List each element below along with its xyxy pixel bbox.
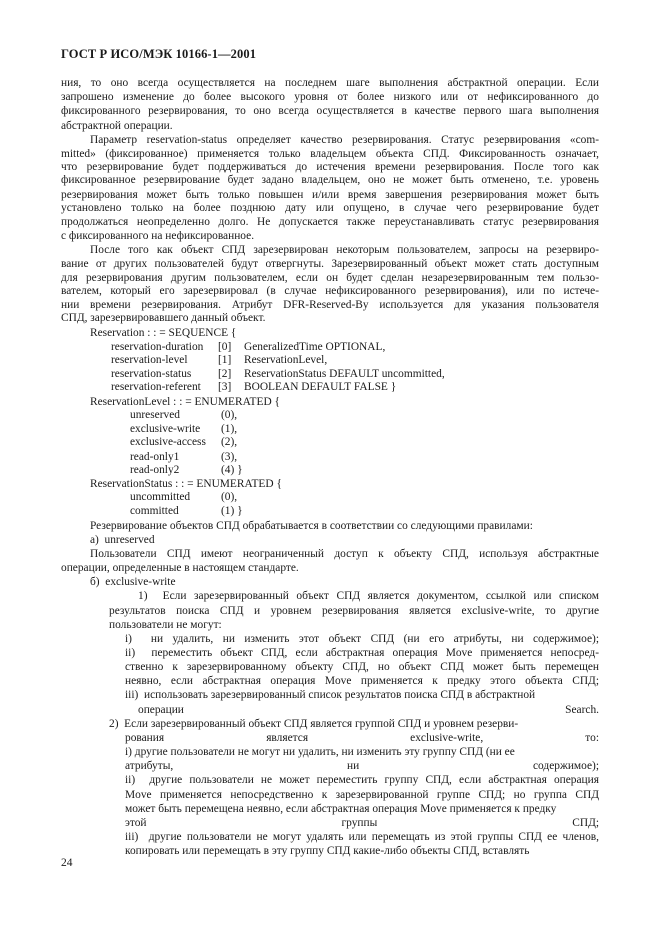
text-line: reservation-level	[111, 354, 188, 366]
text-line: uncommitted	[130, 491, 191, 504]
text-line: read-only1	[130, 450, 180, 463]
text-line: копировать или перемещать в эту группу СПД какие-либо объекты СПД, вставлять	[125, 845, 530, 858]
text-line: фиксированного резервирования, то оно всегда осуществляется в качестве первого шага выполнения	[61, 105, 599, 118]
text-line: [3]	[218, 381, 232, 394]
text-line: неявно, если абстрактная операция Move применяется к предку этого объекта СПД;	[125, 675, 599, 688]
text-line: 2) Если зарезервированный объект СПД является группой СПД и уровнем резерви-	[109, 717, 519, 730]
text-line: этой группы СПД;	[125, 816, 599, 829]
text-line: (0),	[221, 408, 238, 421]
text-line: для резервирования другим пользователем, если он будет сделан незарезервированным тем пользо-	[61, 271, 599, 284]
text-line: резервирования может быть только повышен и/или время завершения резервирования может быть	[61, 188, 599, 201]
text-line: mitted» (фиксированное) применяется только владельцем объекта СПД. Фиксированность означает,	[61, 147, 599, 160]
text-line: GeneralizedTime OPTIONAL,	[244, 340, 386, 353]
text-line: (0),	[221, 491, 238, 504]
text-line: ственно к зарезервированному объекту СПД, но объект СПД может быть перемещен	[125, 661, 599, 674]
text-line: (3),	[221, 450, 238, 463]
text-line: reservation-status	[111, 368, 192, 381]
text-line: i) ни удалить, ни изменить этот объект СПД (ни его атрибуты, ни содержимое);	[125, 632, 599, 645]
text-line: операции Search.	[138, 703, 599, 716]
text-line: ния, то оно всегда осуществляется на последнем шаге выполнения абстрактной операции. Если	[61, 77, 599, 89]
text-line: атрибуты, ни содержимое);	[125, 760, 599, 773]
text-line: unreserved	[130, 408, 180, 421]
text-line: ReservationStatus DEFAULT uncommitted,	[244, 368, 445, 381]
text-line: exclusive-write	[130, 423, 201, 435]
text-line: committed	[130, 505, 179, 518]
text-line: вателем, который его зарезервировал (в случае нефиксированного резервирования), или по истече-	[61, 285, 599, 297]
text-line: Reservation : : = SEQUENCE {	[90, 326, 237, 339]
text-line: 1) Если зарезервированный объект СПД является документом, ссылкой или списком	[138, 590, 599, 603]
text-line: Move применяется непосредственно к зарезервированной группе СПД; но группа СПД	[125, 788, 599, 801]
text-line: [0]	[218, 340, 232, 353]
text-line: reservation-referent	[111, 381, 201, 394]
text-line: фиксированное резервирование будет задано владельцем, оно не может быть отменено, т.е. уровень	[61, 174, 599, 187]
text-line: а) unreserved	[90, 533, 155, 546]
text-line: iii) использовать зарезервированный список результатов поиска СПД в абстрактной	[125, 689, 536, 702]
text-line: пользователи не могут:	[109, 618, 222, 631]
text-line: ii) другие пользователи не может переместить группу СПД, если абстрактная операция	[125, 774, 599, 787]
text-line: read-only2	[130, 463, 180, 476]
text-line: продолжаться неопределенно долго. Не допускается также переустанавливать статус резервирования	[61, 215, 599, 228]
text-line: ReservationLevel,	[244, 354, 328, 366]
document-header: ГОСТ Р ИСО/МЭК 10166-1—2001	[61, 47, 257, 61]
text-line: iii) другие пользователи не могут удалять или перемещать из этой группы СПД ее членов,	[125, 831, 599, 843]
page-number: 24	[61, 857, 73, 869]
text-line: нии времени резервирования. Атрибут DFR-Reserved-By используется для указания пользователя	[61, 299, 599, 312]
text-line: установлено только на более позднюю дату или опущено, в случае чего резервирование будет	[61, 201, 599, 214]
text-line: [2]	[218, 368, 232, 381]
text-line: может быть перемещена неявно, если абстрактная операция Move применяется к предку	[125, 802, 557, 815]
text-line: СПД, зарезервировавшего данный объект.	[61, 312, 266, 325]
text-line: ReservationLevel : : = ENUMERATED {	[90, 395, 280, 408]
text-line: ReservationStatus : : = ENUMERATED {	[90, 477, 282, 490]
text-line: i) другие пользователи не могут ни удалить, ни изменить эту группу СПД (ни ее	[125, 746, 515, 759]
text-line: абстрактной операции.	[61, 119, 173, 132]
text-line: exclusive-access	[130, 436, 206, 449]
text-line: BOOLEAN DEFAULT FALSE }	[244, 381, 397, 394]
text-line: После того как объект СПД зарезервирован некоторым пользователем, запросы на резервиро-	[90, 244, 599, 257]
text-line: [1]	[218, 354, 232, 366]
text-line: (1),	[221, 423, 238, 435]
text-line: вание от других пользователей будут отвергнуты. Зарезервированный объект может стать доступным	[61, 257, 599, 270]
text-line: (1) }	[221, 505, 243, 518]
text-line: reservation-duration	[111, 340, 204, 353]
text-line: Пользователи СПД имеют неограниченный доступ к объекту СПД, используя абстрактные	[90, 547, 599, 560]
text-line: б) exclusive-write	[90, 576, 176, 589]
text-line: Параметр reservation-status определяет качество резервирования. Статус резервирования «com-	[90, 133, 599, 146]
text-line: рования является exclusive-write, то:	[125, 731, 599, 744]
text-line: что резервирование будет поддерживаться до истечения времени резервирования. После того как	[61, 161, 599, 174]
text-line: (4) }	[221, 463, 243, 476]
text-line: Резервирование объектов СПД обрабатывается в соответствии со следующими правилами:	[90, 519, 533, 532]
text-line: результатов поиска СПД и уровнем резервирования является exclusive-write, то другие	[109, 604, 599, 617]
text-line: с фиксированного на нефиксированное.	[61, 230, 255, 243]
text-line: (2),	[221, 436, 238, 449]
text-line: операции, определенные в настоящем стандарте.	[61, 562, 299, 574]
text-line: запрошено изменение до более высокого уровня от более низкого или от нефиксированного до	[61, 91, 599, 104]
text-line: ii) переместить объект СПД, если абстрактная операция Move применяется непосред-	[125, 646, 599, 659]
